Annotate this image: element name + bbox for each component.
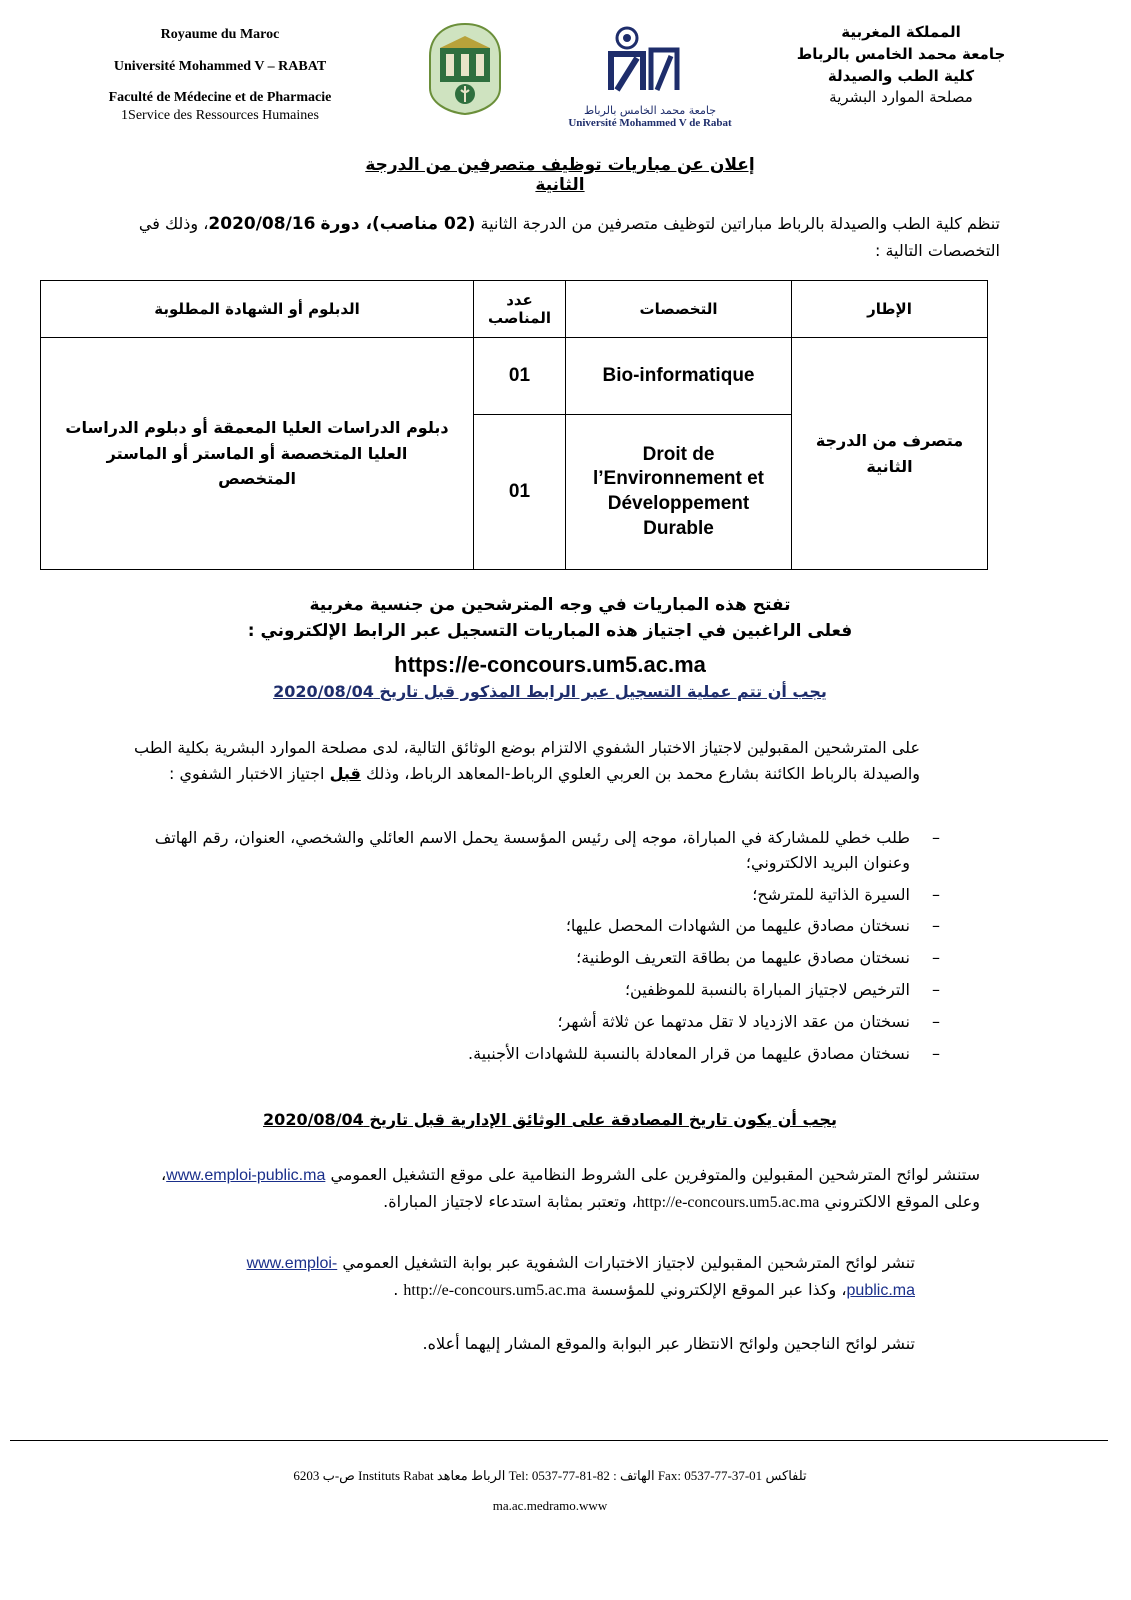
- bullet-dash: –: [932, 884, 940, 904]
- econcours-link-2[interactable]: http://e-concours.um5.ac.ma: [403, 1281, 587, 1299]
- publish-p1-text-b: ، وعلى الموقع الالكتروني: [161, 1165, 980, 1211]
- specialty-cell: Bio-informatique: [566, 338, 792, 415]
- bullet-dash: –: [932, 828, 940, 847]
- header-specialties: التخصصات: [566, 281, 792, 338]
- header-count: عدد المناصب: [474, 281, 566, 338]
- publish-p2-text-a: تنشر لوائح المترشحين المقبولين لاجتياز الاختبارات الشفوية عبر بوابة التشغيل العمومي: [342, 1253, 915, 1272]
- list-item: [130, 883, 940, 908]
- list-item-text: السيرة الذاتية للمترشح؛: [752, 884, 910, 904]
- econcours-link[interactable]: http://e-concours.um5.ac.ma: [636, 1193, 820, 1211]
- register-url[interactable]: https://e-concours.um5.ac.ma: [394, 652, 706, 677]
- register-deadline: يجب أن تتم عملية التسجيل عبر الرابط المذكور قبل تاريخ 2020/08/04: [273, 682, 827, 701]
- university-logo-ar-text: جامعة محمد الخامس بالرباط: [583, 104, 717, 117]
- intro-text: تنظم كلية الطب والصيدلة بالرباط مباراتين لتوظيف متصرفين من الدرجة الثانية: [480, 214, 1000, 233]
- page-title: إعلان عن مباريات توظيف متصرفين من الدرجة الثانية: [365, 155, 755, 195]
- bullet-dash: –: [932, 979, 940, 999]
- count-cell: 01: [474, 338, 566, 415]
- publish-paragraph-2: [240, 1250, 915, 1303]
- intro-positions: (02 مناصب)، دورة: [320, 214, 476, 234]
- register-text: فعلى الراغبين في اجتياز هذه المباريات التسجيل عبر الرابط الإلكتروني :: [247, 621, 853, 642]
- university-logo-fr-text: Université Mohammed V de Rabat: [568, 117, 732, 130]
- list-item-text: الترخيص لاجتياز المباراة بالنسبة للموظفين؛: [624, 979, 910, 999]
- university-logo: [555, 20, 745, 128]
- documents-list: [130, 826, 940, 1073]
- publish-p2-text-c: .: [393, 1279, 399, 1299]
- documents-intro-text: على المترشحين المقبولين لاجتياز الاختبار الشفوي الالتزام بوضع الوثائق التالية، لدى مصلحة الموارد البشرية بكلية الطب والصيدلة بالرباط الكائنة بشارع محمد بن العربي العلوي الرباط-المعاهد الرباط، وذلك: [133, 738, 920, 783]
- documents-intro: [130, 735, 920, 786]
- header-ar-line4: مصلحة الموارد البشرية: [829, 88, 973, 107]
- list-item-text: نسختان مصادق عليهما من الشهادات المحصل عليها؛: [565, 916, 910, 936]
- header-fr-line3: Faculté de Médecine et de Pharmacie: [108, 90, 332, 105]
- publish-paragraph-1: [130, 1162, 980, 1215]
- header-ar-line3: كلية الطب والصيدلة: [827, 66, 975, 85]
- bullet-dash: –: [932, 1011, 940, 1031]
- header-fr-line1: Royaume du Maroc: [160, 27, 280, 42]
- intro-tail: ، وذلك في التخصصات التالية :: [138, 214, 1000, 261]
- table-header-row: [41, 281, 988, 338]
- documents-deadline: يجب أن يكون تاريخ المصادقة على الوثائق الإدارية قبل تاريخ 2020/08/04: [263, 1110, 837, 1129]
- header-fr-line2: Université Mohammed V – RABAT: [113, 58, 327, 74]
- list-item-text: طلب خطي للمشاركة في المباراة، موجه إلى رئيس المؤسسة يحمل الاسم العائلي والشخصي، العنوان، رقم الهاتف وعنوان البريد الالكتروني؛: [154, 828, 910, 872]
- footer-divider: [10, 1440, 1108, 1441]
- intro-paragraph: [130, 210, 1000, 264]
- table-row: [41, 338, 988, 415]
- intro-date: 2020/08/16: [208, 214, 316, 234]
- bullet-dash: –: [932, 948, 940, 968]
- publish-p2-text-b: ، وكذا عبر الموقع الإلكتروني للمؤسسة: [591, 1279, 847, 1299]
- publish-p1-text-c: ، وتعتبر بمثابة استدعاء لاجتياز المباراة.: [383, 1191, 637, 1211]
- specialty-cell: Droit de l’Environnement et Développement Durable: [566, 415, 792, 570]
- publish-p1-text-a: ستنشر لوائح المترشحين المقبولين والمتوفرين على الشروط النظامية على موقع التشغيل العمومي: [330, 1165, 980, 1184]
- open-to-text: تفتح هذه المباريات في وجه المترشحين من جنسية مغربية: [309, 595, 791, 615]
- header-ar: [771, 22, 1031, 109]
- list-item: [130, 946, 940, 971]
- list-item: [130, 914, 940, 939]
- list-item: [130, 826, 940, 876]
- header-grade: الإطار: [792, 281, 988, 338]
- publish-paragraph-3: تنشر لوائح الناجحين ولوائح الانتظار عبر البوابة والموقع المشار إليهما أعلاه.: [422, 1334, 915, 1353]
- list-item-text: نسختان مصادق عليهما من قرار المعادلة بالنسبة للشهادات الأجنبية.: [467, 1043, 910, 1063]
- specialties-table: [40, 280, 988, 570]
- footer-website: ma.ac.medramo.www: [492, 1498, 608, 1513]
- footer-contact: 6203 ص-ب Instituts Rabat الرباط معاهد Tel: 0537-77-81-82 : الهاتف Fax: 0537-77-37-01 تلفاكس: [293, 1468, 807, 1483]
- header-diploma: الدبلوم أو الشهادة المطلوبة: [41, 281, 474, 338]
- header-fr: [60, 26, 380, 124]
- grade-cell: متصرف من الدرجة الثانية: [792, 338, 988, 570]
- documents-intro-before: قبل: [329, 763, 361, 783]
- documents-intro-tail: اجتياز الاختبار الشفوي :: [169, 763, 325, 783]
- emploi-public-link-2[interactable]: www.emploi-public.ma: [246, 1255, 915, 1299]
- diploma-cell: دبلوم الدراسات العليا المعمقة أو دبلوم الدراسات العليا المتخصصة أو الماستر أو الماستر المتخصص: [41, 338, 474, 570]
- header-ar-line1: المملكة المغربية: [841, 23, 961, 41]
- list-item-text: نسختان مصادق عليهما من بطاقة التعريف الوطنية؛: [576, 948, 910, 968]
- list-item: [130, 1010, 940, 1035]
- bullet-dash: –: [932, 1043, 940, 1063]
- list-item: [130, 978, 940, 1003]
- header-ar-line2: جامعة محمد الخامس بالرباط: [796, 44, 1006, 63]
- bullet-dash: –: [932, 916, 940, 936]
- header-fr-line4: 1Service des Ressources Humaines: [121, 107, 319, 123]
- emploi-public-link[interactable]: www.emploi-public.ma: [166, 1167, 326, 1184]
- list-item: [130, 1042, 940, 1067]
- count-cell: 01: [474, 415, 566, 570]
- eligibility-block: [200, 592, 900, 645]
- list-item-text: نسختان من عقد الازدياد لا تقل مدتهما عن ثلاثة أشهر؛: [557, 1011, 910, 1031]
- faculty-emblem-logo: [420, 18, 510, 118]
